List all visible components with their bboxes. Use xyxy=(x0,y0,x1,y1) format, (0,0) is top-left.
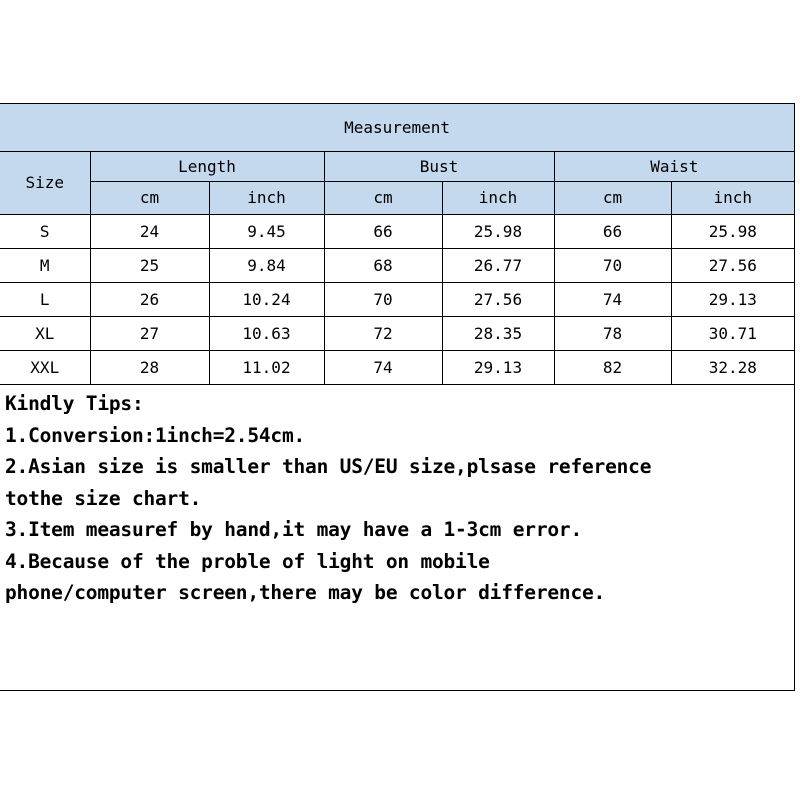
table-cell: 25.98 xyxy=(442,214,554,248)
table-cell: 66 xyxy=(554,214,671,248)
tip-line: 4.Because of the proble of light on mobile xyxy=(5,549,490,573)
table-row xyxy=(0,214,794,248)
table-cell: 9.45 xyxy=(209,214,324,248)
table-cell: 25.98 xyxy=(671,214,794,248)
table-cell: 70 xyxy=(554,248,671,282)
table-cell: 78 xyxy=(554,316,671,350)
table-cell: 27.56 xyxy=(442,282,554,316)
table-row xyxy=(0,248,794,282)
table-cell: 30.71 xyxy=(671,316,794,350)
tip-line: phone/computer screen,there may be color difference. xyxy=(5,581,606,604)
table-cell: 28.35 xyxy=(442,316,554,350)
table-row xyxy=(0,350,794,384)
tip-line: 3.Item measuref by hand,it may have a 1-3cm error. xyxy=(5,518,582,541)
table-cell: 27.56 xyxy=(671,248,794,282)
table-cell: 74 xyxy=(554,282,671,316)
measurement-table xyxy=(0,104,794,385)
table-cell: 25 xyxy=(90,248,209,282)
table-cell: 9.84 xyxy=(209,248,324,282)
table-cell: 28 xyxy=(90,350,209,384)
waist-cm-header: cm xyxy=(554,181,671,214)
tips-heading: Kindly Tips: xyxy=(5,392,144,415)
table-row xyxy=(0,316,794,350)
size-header: Size xyxy=(0,151,90,214)
size-cell: XL xyxy=(0,316,90,350)
waist-header: Waist xyxy=(554,151,794,181)
table-cell: 66 xyxy=(324,214,442,248)
table-cell: 26 xyxy=(90,282,209,316)
table-cell: 29.13 xyxy=(671,282,794,316)
table-cell: 27 xyxy=(90,316,209,350)
table-cell: 11.02 xyxy=(209,350,324,384)
table-cell: 70 xyxy=(324,282,442,316)
table-cell: 24 xyxy=(90,214,209,248)
kindly-tips xyxy=(5,388,790,609)
length-cm-header: cm xyxy=(90,181,209,214)
tip-line: tothe size chart. xyxy=(5,486,202,510)
table-cell: 72 xyxy=(324,316,442,350)
table-cell: 32.28 xyxy=(671,350,794,384)
table-cell: 29.13 xyxy=(442,350,554,384)
table-cell: 26.77 xyxy=(442,248,554,282)
size-cell: M xyxy=(0,248,90,282)
table-cell: 74 xyxy=(324,350,442,384)
bust-header: Bust xyxy=(324,151,554,181)
size-chart xyxy=(0,103,795,691)
size-cell: L xyxy=(0,282,90,316)
table-cell: 68 xyxy=(324,248,442,282)
table-cell: 10.63 xyxy=(209,316,324,350)
waist-inch-header: inch xyxy=(671,181,794,214)
table-cell: 10.24 xyxy=(209,282,324,316)
table-row xyxy=(0,282,794,316)
size-cell: S xyxy=(0,214,90,248)
bust-cm-header: cm xyxy=(324,181,442,214)
tip-line: 2.Asian size is smaller than US/EU size,plsase reference xyxy=(5,455,652,478)
length-header: Length xyxy=(90,151,324,181)
size-cell: XXL xyxy=(0,350,90,384)
table-cell: 82 xyxy=(554,350,671,384)
bust-inch-header: inch xyxy=(442,181,554,214)
tip-line: 1.Conversion:1inch=2.54cm. xyxy=(5,423,306,447)
length-inch-header: inch xyxy=(209,181,324,214)
table-title: Measurement xyxy=(0,104,794,151)
